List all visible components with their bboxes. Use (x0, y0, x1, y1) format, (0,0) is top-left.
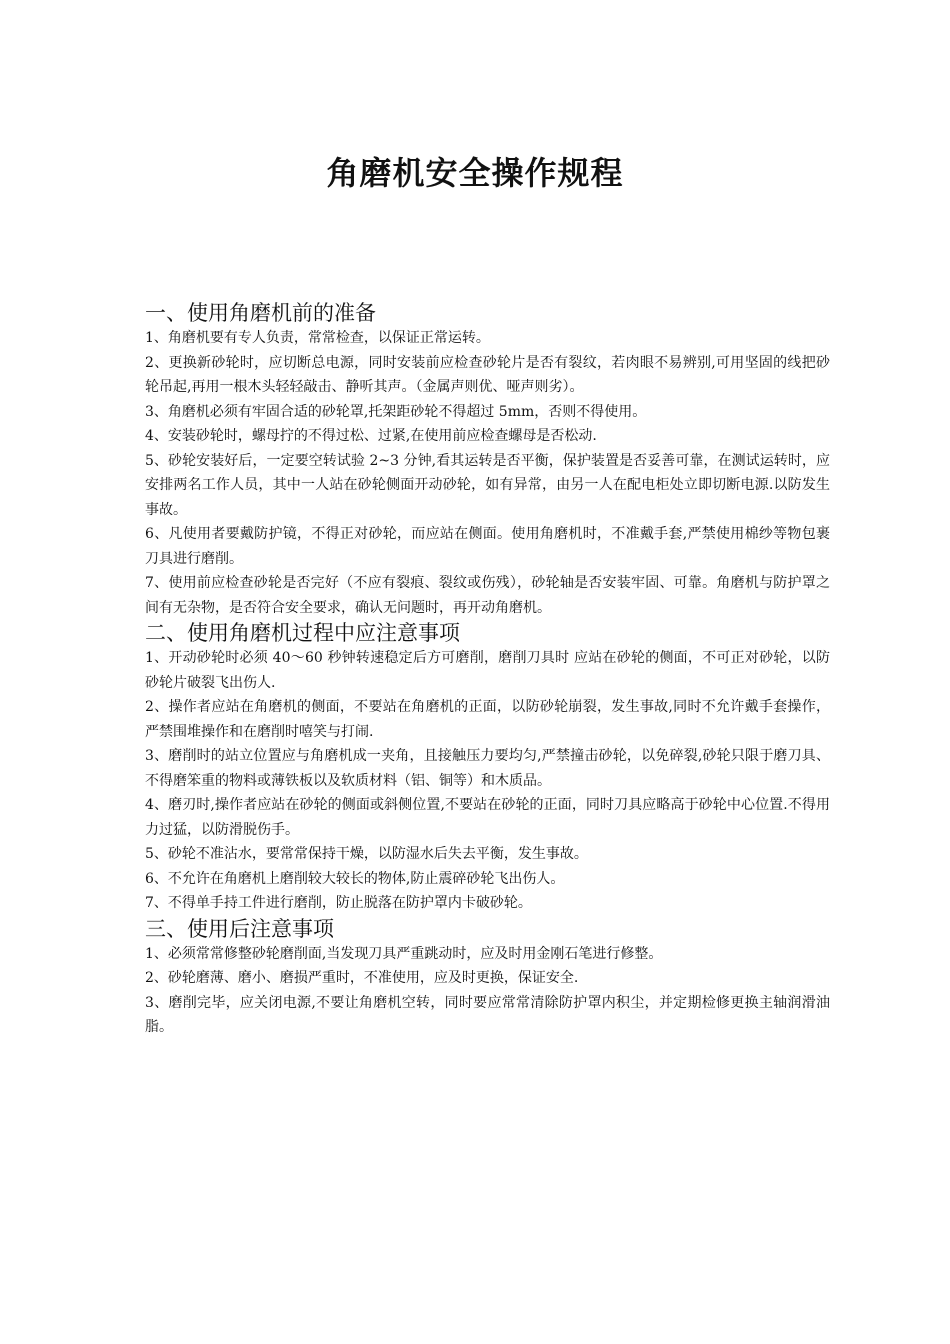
rule-item: 2、更换新砂轮时，应切断总电源，同时安装前应检查砂轮片是否有裂纹，若肉眼不易辨别,可用坚固的线把砂轮吊起,再用一根木头轻轻敲击、静听其声。（金属声则优、哑声则劣）。 (145, 354, 830, 395)
rule-item: 1、必须常常修整砂轮磨削面,当发现刀具严重跳动时，应及时用金刚石笔进行修整。 (145, 945, 663, 962)
rule-item: 3、角磨机必须有牢固合适的砂轮罩,托架距砂轮不得超过 5mm，否则不得使用。 (145, 403, 647, 420)
section-title: 三、使用后注意事项 (145, 916, 334, 941)
document-title: 角磨机安全操作规程 (326, 154, 624, 192)
rule-item: 7、不得单手持工件进行磨削，防止脱落在防护罩内卡破砂轮。 (145, 895, 532, 911)
rule-item: 6、凡使用者要戴防护镜，不得正对砂轮，而应站在侧面。使用角磨机时，不准戴手套,严禁使用棉纱等物包裹刀具进行磨削。 (145, 526, 830, 567)
document-body (145, 300, 830, 1040)
section-during-use (145, 620, 830, 916)
rule-item: 4、安装砂轮时，螺母拧的不得过松、过紧,在使用前应检查螺母是否松动. (145, 428, 597, 444)
section-after-use (145, 916, 830, 1040)
rule-item: 2、操作者应站在角磨机的侧面，不要站在角磨机的正面，以防砂轮崩裂，发生事故,同时不允许戴手套操作，严禁围堆操作和在磨削时嘻笑与打闹. (145, 699, 830, 740)
rule-item: 5、砂轮不准沾水，要常常保持干燥，以防湿水后失去平衡，发生事故。 (145, 846, 588, 862)
rule-item: 4、磨刃时,操作者应站在砂轮的侧面或斜侧位置,不要站在砂轮的正面，同时刀具应略高于砂轮中心位置.不得用力过猛，以防滑脱伤手。 (145, 797, 830, 838)
rule-item: 5、砂轮安装好后，一定要空转试验 2~3 分钟,看其运转是否平衡，保护装置是否妥善可靠，在测试运转时，应安排两名工作人员，其中一人站在砂轮侧面开动砂轮，如有异常，由另一人在配电柜处立即切断电源.以防发生事故。 (145, 452, 830, 518)
section-title: 一、使用角磨机前的准备 (145, 301, 376, 325)
rule-list (145, 942, 830, 1040)
rule-item: 3、磨削时的站立位置应与角磨机成一夹角，且接触压力要均匀,严禁撞击砂轮，以免碎裂,砂轮只限于磨刀具、不得磨笨重的物料或薄铁板以及软质材料（铝、铜等）和木质品。 (145, 748, 830, 789)
section-before-use (145, 300, 830, 620)
rule-item: 1、角磨机要有专人负责，常常检查，以保证正常运转。 (145, 330, 490, 346)
rule-item: 3、磨削完毕，应关闭电源,不要让角磨机空转，同时要应常常清除防护罩内积尘，并定期检修更换主轴润滑油脂。 (145, 994, 830, 1035)
rule-item: 6、不允许在角磨机上磨削较大较长的物体,防止震碎砂轮飞出伤人。 (145, 870, 565, 887)
section-title: 二、使用角磨机过程中应注意事项 (145, 621, 460, 645)
rule-item: 1、开动砂轮时必须 40～60 秒钟转速稳定后方可磨削，磨削刀具时 应站在砂轮的侧面，不可正对砂轮，以防砂轮片破裂飞出伤人. (145, 650, 830, 691)
rule-item: 7、使用前应检查砂轮是否完好（不应有裂痕、裂纹或伤残），砂轮轴是否安装牢固、可靠。角磨机与防护罩之间有无杂物，是否符合安全要求，确认无问题时，再开动角磨机。 (145, 575, 830, 616)
rule-item: 2、砂轮磨薄、磨小、磨损严重时，不准使用，应及时更换，保证安全. (145, 970, 579, 986)
rule-list (145, 646, 830, 916)
rule-list (145, 326, 830, 620)
